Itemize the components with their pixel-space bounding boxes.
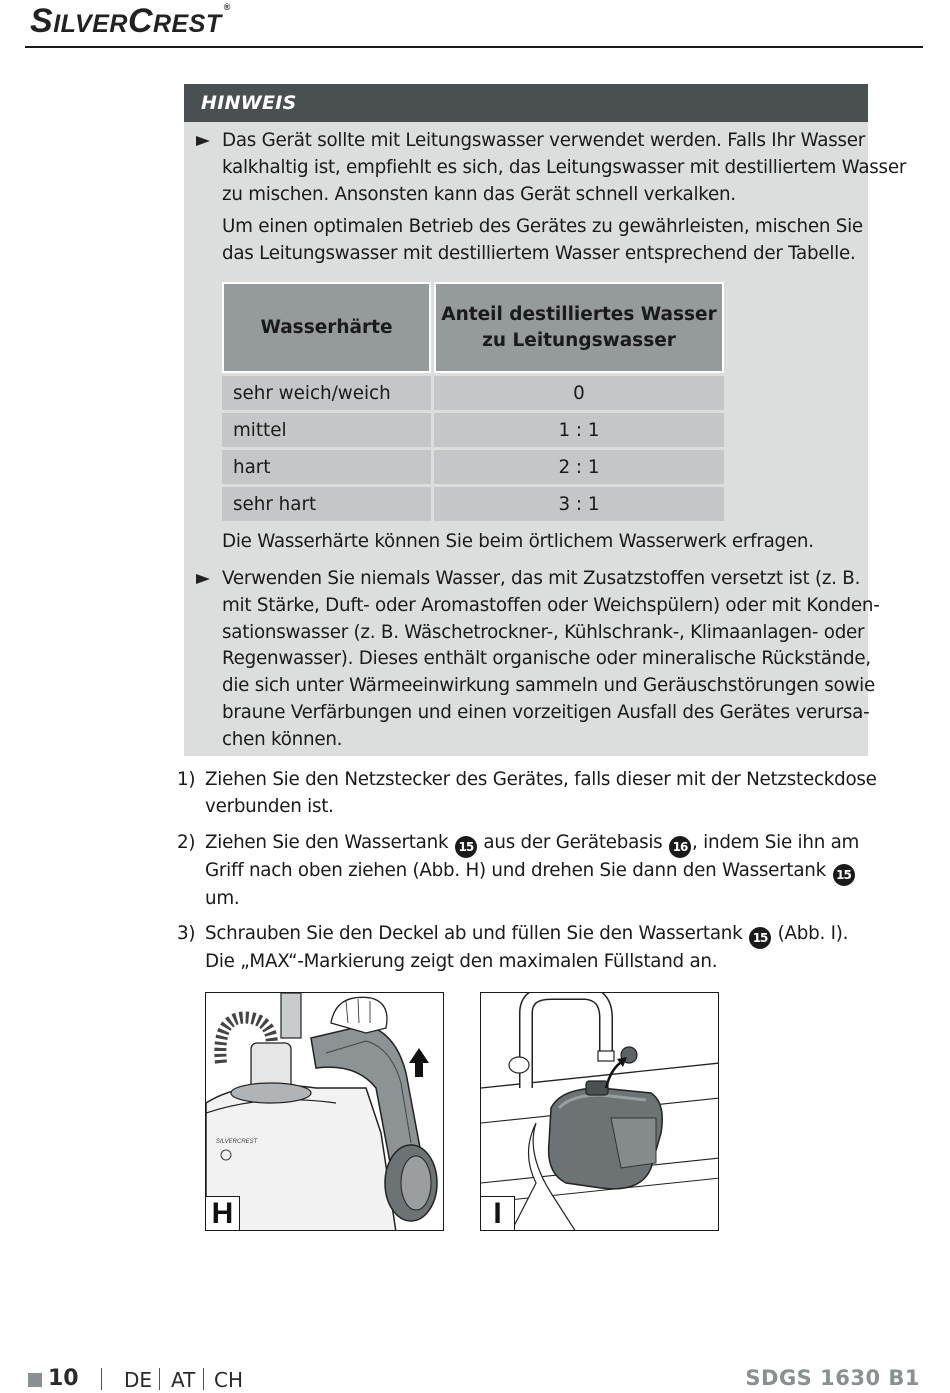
table-header-hardness: Wasserhärte <box>222 282 431 373</box>
model-number: SDGS 1630 B1 <box>745 1366 920 1390</box>
table-row: hart 2 : 1 <box>222 450 727 484</box>
table-header-ratio: Anteil destilliertes Wasser zu Leitungswasser <box>434 282 724 373</box>
country-code: AT <box>171 1368 196 1392</box>
divider <box>101 1368 102 1390</box>
brand-logo: SILVERCREST® <box>30 2 231 40</box>
page-marker-icon <box>28 1373 42 1387</box>
bullet-arrow-icon <box>196 572 210 586</box>
reference-number-icon: 15 <box>455 836 477 858</box>
svg-text:SILVERCREST: SILVERCREST <box>216 1139 258 1145</box>
figure-i-fill-tank <box>480 992 719 1231</box>
steamer-illustration-icon <box>206 993 444 1231</box>
page-number: 10 <box>48 1366 79 1391</box>
country-code: CH <box>214 1368 244 1392</box>
water-hardness-table <box>222 282 727 524</box>
reference-number-icon: 15 <box>749 927 771 949</box>
divider <box>159 1368 160 1390</box>
note-paragraph-4: Verwenden Sie niemals Wasser, das mit Zusatzstoffen versetzt ist (z. B. mit Stärke, Duft- oder Aromastoffen oder Weichspülern) oder mit Konden- sationswasser (z. B. Wäschetrockner-, Kühlschrank-, Klimaanlagen- oder Regenwasser). Dieses enthält organische oder mineralische Rückstände, die sich unter Wärmeeinwirkung sammeln und Geräuschstörungen sowie braune Verfärbungen und einen vorzeitigen Ausfall des Gerätes verursa- chen können. <box>222 568 880 750</box>
note-paragraph-1: Das Gerät sollte mit Leitungswasser verwendet werden. Falls Ihr Wasser kalkhaltig ist, empfiehlt es sich, das Leitungswasser mit destilliertem Wasser zu mischen. Ansonsten kann das Gerät schnell verkalken. <box>222 130 907 205</box>
figure-h-remove-tank <box>205 992 444 1231</box>
reference-number-icon: 15 <box>833 864 855 886</box>
table-header-row <box>222 282 727 373</box>
note-title: HINWEIS <box>184 84 868 122</box>
country-code: DE <box>124 1368 153 1392</box>
bullet-arrow-icon <box>196 134 210 148</box>
divider <box>203 1368 204 1390</box>
water-tank-illustration-icon <box>481 993 719 1231</box>
figure-label: H <box>206 1196 240 1230</box>
note-box <box>184 84 907 756</box>
note-paragraph-2: Um einen optimalen Betrieb des Gerätes zu gewährleisten, mischen Sie das Leitungswasser mit destilliertem Wasser entsprechend der Tabelle. <box>222 216 863 264</box>
table-row: mittel 1 : 1 <box>222 413 727 447</box>
figure-label: I <box>481 1196 515 1230</box>
reference-number-icon: 16 <box>669 836 691 858</box>
header-divider <box>25 46 923 48</box>
table-row: sehr hart 3 : 1 <box>222 487 727 521</box>
page-footer <box>0 1366 950 1393</box>
note-paragraph-3: Die Wasserhärte können Sie beim örtlichem Wasserwerk erfragen. <box>222 531 814 552</box>
table-row: sehr weich/weich 0 <box>222 376 727 410</box>
